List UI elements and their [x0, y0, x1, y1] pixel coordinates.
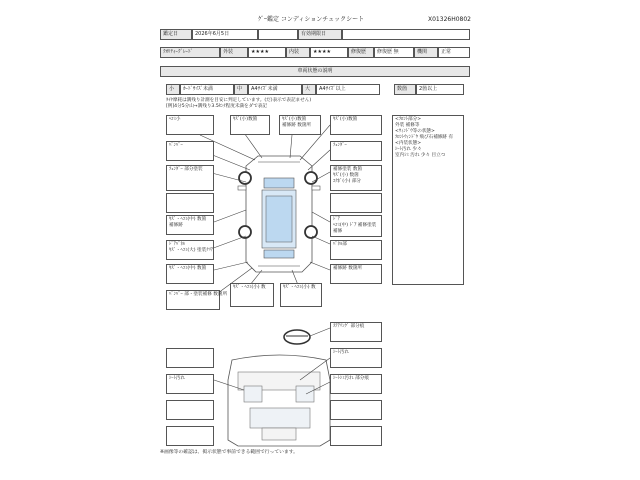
note-left-top: ﾊﾞﾝﾊﾟｰ [166, 141, 214, 161]
note-bonnet-left: ｷｽﾞ(小)数箇 [230, 115, 270, 135]
note-interior-left-last [166, 426, 214, 446]
legend-small: 小 [166, 84, 180, 95]
expiry-date-label: 有効期限日 [298, 29, 342, 40]
legend-medium: 中 [234, 84, 248, 95]
note-left-rear: ﾊﾞﾝﾊﾟｰ 部・塗装補修 数箇所 [166, 290, 220, 310]
note-interior-left-bottom [166, 400, 214, 420]
section-title: 車両状態の説明 [160, 66, 470, 77]
note-left-quarter: ｷｽﾞ・ﾍｺﾐ(中) 数箇 [166, 264, 214, 284]
legend-count-label: 数箇 [394, 84, 416, 95]
note-left-front-door: ｷｽﾞ・ﾍｺﾐ(中) 数箇 補修跡 [166, 215, 214, 235]
note-interior-left-mid: ｼｰﾄ汚れ [166, 374, 214, 394]
tire-disclaimer-line2: [例]4分5分山→溝残り3.5ｾﾝﾁ程度未満をダで表記 [166, 104, 267, 109]
exterior-value: ★★★★ [248, 47, 286, 58]
sheet-number: X01326H0802 [428, 16, 471, 23]
note-bonnet: ｷｽﾞ(小)数箇 補修跡 数箇所 [279, 115, 321, 135]
engine-value: 正常 [438, 47, 470, 58]
note-right-rear-door: ﾄﾞｱ ﾍｺﾐ(中) ﾄﾞｱ 補修塗装 補修 [330, 215, 382, 237]
note-right-blank-1 [330, 193, 382, 213]
footer-note: ※画像等の確認は、掲示状態で事前できる範囲で行っています。 [160, 450, 298, 455]
legend-medium-desc: A4ｻｲｽﾞ未満 [248, 84, 302, 95]
legend-count-value: 2箇以上 [416, 84, 464, 95]
note-front-bumper: ﾍｺﾐ小 [166, 115, 214, 135]
note-left-fender: ﾌｪﾝﾀﾞｰ 部分塗装 [166, 165, 214, 191]
legend-large: 大 [302, 84, 316, 95]
quality-grade-label: ｸｵﾘﾃｨｰｸﾞﾚｰﾄﾞ [160, 47, 220, 58]
note-interior-left-blank [166, 348, 214, 368]
inspection-date-value: 2026年6月5日 [192, 29, 258, 40]
note-right-top: ﾌｪﾝﾀﾞｰ [330, 141, 382, 161]
interior-label: 内装 [286, 47, 310, 58]
legend-large-desc: A4ｻｲｽﾞ以上 [316, 84, 380, 95]
note-left-rear-door: ﾄﾞｱﾊﾟﾈﾙ ｷｽﾞ・ﾍｺﾐ(大) 塗装ｸﾘｱ [166, 240, 214, 260]
note-rear-bumper: ｷｽﾞ・ﾍｺﾐ(小) 数 [230, 283, 274, 307]
note-right-front-door: 補修塗装 数箇 ｷｽﾞ(小) 数箇 ｴｸﾎﾞ(小) 部分 [330, 165, 382, 191]
engine-label: 機関 [414, 47, 438, 58]
note-interior-right-last [330, 426, 382, 446]
note-left-blank-1 [166, 193, 214, 213]
note-right-quarter: ﾊﾟﾈﾙ部 [330, 240, 382, 260]
note-interior-right-mid: ｼｰﾄｼﾐ汚れ 部分痕 [330, 374, 382, 394]
repair-history-label: 修復歴 [348, 47, 374, 58]
exterior-label: 外装 [220, 47, 248, 58]
condition-remarks-panel: <ﾌﾛﾝﾄ部分> 外装 補修等 <ｳｨﾝﾄﾞｳ等の状態> ﾌﾛﾝﾄｳｨﾝﾄﾞｳ 飛び石補修跡 有 <内装状態> ｼｰﾄ汚れ 少々 室内ｼﾐ 汚れ 少々 目立つ [392, 115, 464, 285]
interior-value: ★★★★ [310, 47, 348, 58]
note-front-right: ｷｽﾞ(小)数箇 [330, 115, 382, 135]
inspection-date-label: 鑑定日 [160, 29, 192, 40]
note-interior-right-bottom [330, 400, 382, 420]
note-right-rear: 補修跡 数箇所 [330, 264, 382, 284]
note-interior-right-top: ｼｰﾄ汚れ [330, 348, 382, 368]
sheet-title: ｸﾞｰ鑑定 コンディションチェックシート [258, 16, 365, 23]
note-rear: ｷｽﾞ・ﾍｺﾐ(小) 数 [280, 283, 322, 307]
repair-history-value: 修復歴 無 [374, 47, 414, 58]
tire-disclaimer-line1: ﾀｲﾔ摩耗は溝残り計測を目安に判定しています。(だ)表示で表記ません) [166, 98, 312, 103]
note-steering: ｽﾃｱﾘﾝｸﾞ 部分痕 [330, 322, 382, 342]
legend-small-desc: ｶｰﾄﾞｻｲｽﾞ未満 [180, 84, 234, 95]
